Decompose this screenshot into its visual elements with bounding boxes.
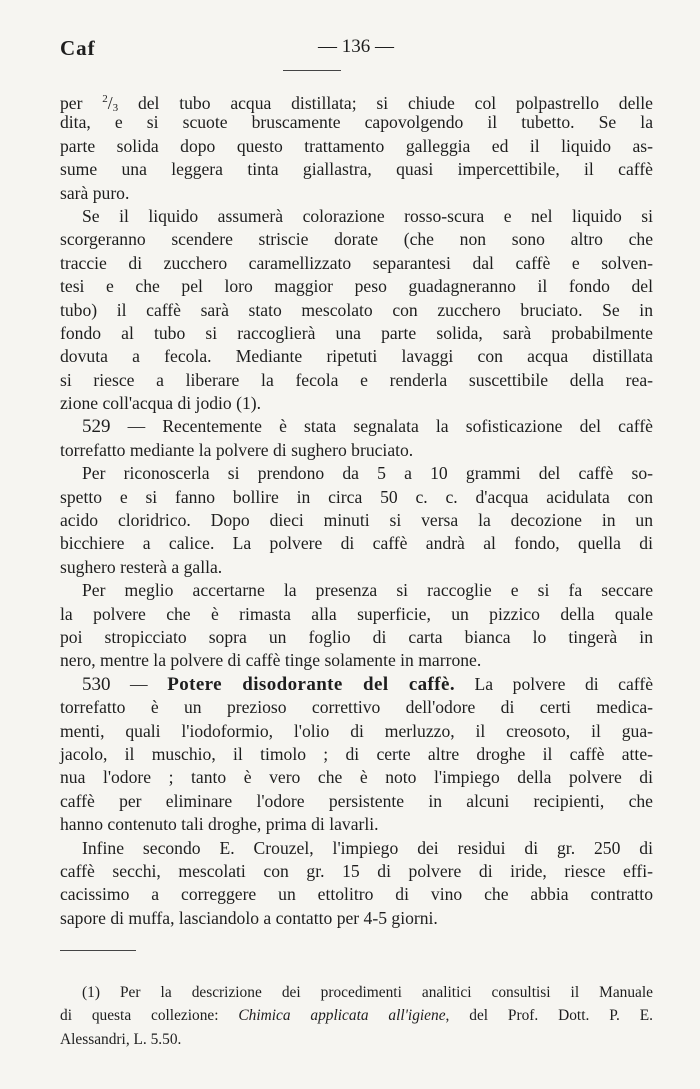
text-line: Per riconoscerla si prendono da 5 a 10 grammi del caffè so- [82, 463, 653, 484]
text-line: dita, e si scuote bruscamente capovolgendo il tubetto. Se la [60, 112, 653, 133]
text-line: torrefatto mediante la polvere di sughero bruciato. [60, 439, 414, 460]
text-line: nero, mentre la polvere di caffè tinge solamente in marrone. [60, 650, 482, 671]
text-line: per $^2/_3$ del tubo acqua distillata; si chiude col polpastrello delle [60, 93, 653, 114]
text-line: Se il liquido assumerà colorazione rosso-scura e nel liquido si [82, 205, 653, 226]
footnote-line: di questa collezione: Chimica applicata all'igiene, del Prof. Dott. P. E. [60, 1007, 653, 1025]
text-line: fondo al tubo si raccoglierà una parte solida, sarà probabilmente [60, 322, 653, 343]
text-line: torrefatto è un prezioso correttivo dell'odore di certi medica- [60, 697, 653, 718]
text-line: jacolo, il muschio, il timolo ; di certe altre droghe il caffè atte- [60, 743, 653, 764]
text-line: traccie di zucchero caramellizzato separantesi dal caffè e solven- [60, 252, 653, 273]
text-line: caffè per eliminare l'odore persistente in alcuni recipienti, che [60, 790, 653, 811]
text-line: dovuta a fecola. Mediante ripetuti lavaggi con acqua distillata [60, 346, 653, 367]
section-529-heading-line: 529 — Recentemente è stata segnalata la sofisticazione del caffè [82, 416, 653, 438]
page-number: — 136 — [318, 36, 394, 57]
text-line: bicchiere a calice. La polvere di caffè andrà al fondo, quella di [60, 533, 653, 554]
body-text [60, 88, 653, 930]
text-line: Infine secondo E. Crouzel, l'impiego dei residui di gr. 250 di [82, 837, 653, 858]
text-line: la polvere che è rimasta alla superficie, un pizzico della quale [60, 603, 653, 624]
text-line: spetto e si fanno bollire in circa 50 c. c. d'acqua acidulata con [60, 486, 653, 507]
section-number: 530 [82, 673, 111, 695]
text-line: si riesce a liberare la fecola e renderla suscettibile della rea- [60, 369, 653, 390]
page-header [60, 36, 652, 62]
text-line: Per meglio accertarne la presenza si raccoglie e si fa seccare [82, 580, 653, 601]
text-line: parte solida dopo questo trattamento galleggia ed il liquido as- [60, 135, 653, 156]
text-line: zione coll'acqua di jodio (1). [60, 393, 262, 414]
text-line: sume una leggera tinta giallastra, quasi impercettibile, il caffè [60, 159, 653, 180]
text-line: tubo) il caffè sarà stato mescolato con zucchero bruciato. Se in [60, 299, 653, 320]
footnote-rule [60, 950, 136, 951]
text-line: poi stropicciato sopra un foglio di carta bianca lo tingerà in [60, 626, 653, 647]
text-line: nua l'odore ; tanto è vero che è noto l'impiego della polvere di [60, 767, 653, 788]
book-title: Chimica applicata all'igiene [238, 1007, 446, 1025]
text-line: tesi e che pel loro maggior peso guadagneranno il fondo del [60, 276, 653, 297]
section-number: 529 [82, 416, 111, 438]
text-line: hanno contenuto tali droghe, prima di lavarli. [60, 814, 379, 835]
text-line: sarà puro. [60, 182, 130, 203]
text-line: scorgeranno scendere striscie dorate (che non sono altro che [60, 229, 653, 250]
text-line: sughero resterà a galla. [60, 556, 223, 577]
section-title: Potere disodorante del caffè. [167, 673, 455, 695]
text-line: sapore di muffa, lasciandolo a contatto per 4-5 giorni. [60, 907, 438, 928]
footnote-line: (1) Per la descrizione dei procedimenti analitici consultisi il Manuale [82, 984, 653, 1001]
section-530-heading-line: 530 — Potere disodorante del caffè. La polvere di caffè [82, 673, 654, 695]
text-line: caffè secchi, mescolati con gr. 15 di polvere di iride, riesce effi- [60, 860, 653, 881]
header-rule [283, 70, 341, 71]
text-line: cacissimo a correggere un ettolitro di vino che abbia contratto [60, 884, 653, 905]
running-head: Caf [60, 36, 96, 60]
footnote-line: Alessandri, L. 5.50. [60, 1030, 182, 1048]
text-line: menti, quali l'iodoformio, l'olio di merluzzo, il creosoto, il gua- [60, 720, 653, 741]
text-line: acido cloridrico. Dopo dieci minuti si versa la decozione in un [60, 510, 653, 531]
footnote [60, 981, 653, 1051]
